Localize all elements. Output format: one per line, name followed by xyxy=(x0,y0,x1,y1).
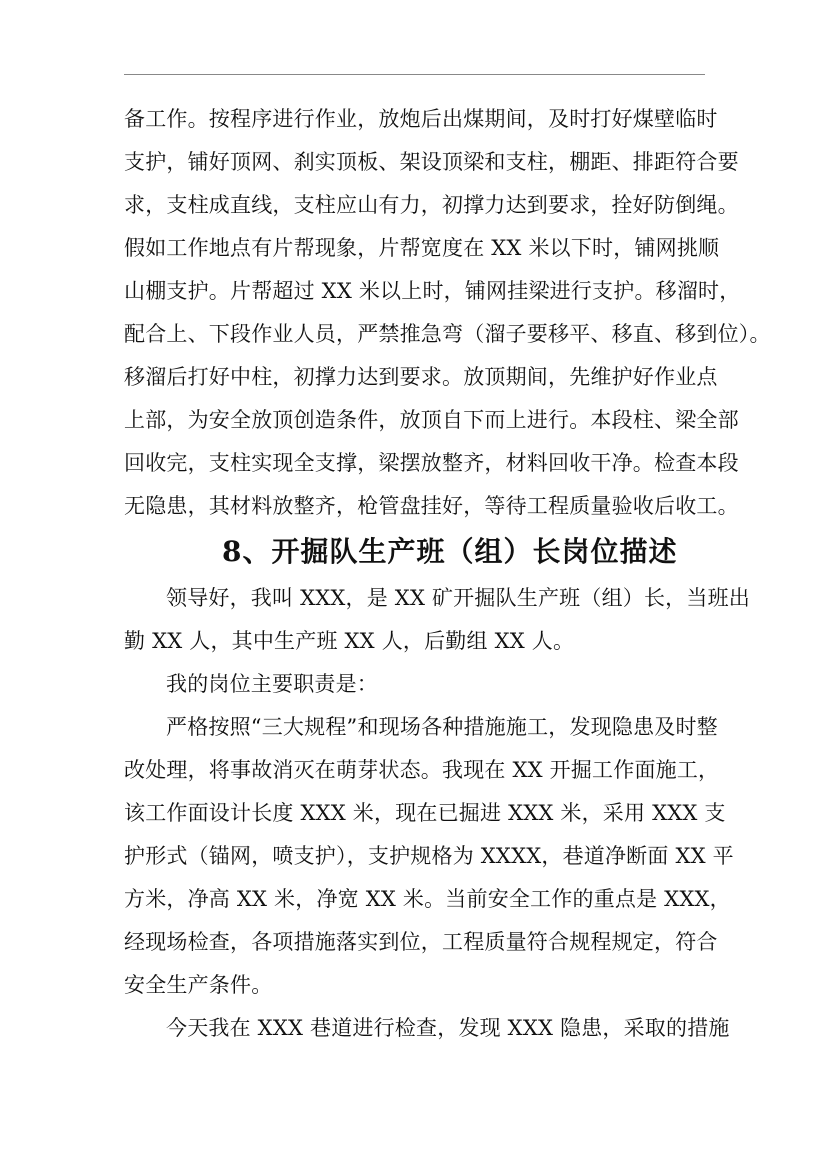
paragraph-line: 支护，铺好顶网、刹实顶板、架设顶梁和支柱，棚距、排距符合要 xyxy=(124,150,739,174)
paragraph-line: 山棚支护。片帮超过 XX 米以上时，铺网挂梁进行支护。移溜时， xyxy=(124,279,741,303)
paragraph-line: 上部，为安全放顶创造条件，放顶自下而上进行。本段柱、梁全部 xyxy=(124,408,739,432)
paragraph-line: 该工作面设计长度 XXX 米，现在已掘进 XXX 米，采用 XXX 支 xyxy=(124,801,726,825)
paragraph-line: 方米，净高 XX 米，净宽 XX 米。当前安全工作的重点是 XXX， xyxy=(124,887,731,911)
paragraph-line: 安全生产条件。 xyxy=(124,973,273,997)
paragraph-line: 严格按照“三大规程”和现场各种措施施工，发现隐患及时整 xyxy=(166,715,718,739)
paragraph-line: 勤 XX 人，其中生产班 XX 人，后勤组 XX 人。 xyxy=(124,629,575,653)
paragraph-line: 无隐患，其材料放整齐，枪管盘挂好，等待工程质量验收后收工。 xyxy=(124,494,739,518)
paragraph-line: 我的岗位主要职责是： xyxy=(166,672,378,696)
paragraph-line: 移溜后打好中柱，初撑力达到要求。放顶期间，先维护好作业点 xyxy=(124,365,718,389)
paragraph-line: 领导好，我叫 XXX，是 XX 矿开掘队生产班（组）长，当班出 xyxy=(166,586,750,610)
header-rule xyxy=(124,74,705,75)
paragraph-line: 护形式（锚网，喷支护），支护规格为 XXXX，巷道净断面 XX 平 xyxy=(124,844,734,868)
paragraph-line: 求，支柱成直线，支柱应山有力，初撑力达到要求，拴好防倒绳。 xyxy=(124,193,739,217)
paragraph-line: 改处理，将事故消灭在萌芽状态。我现在 XX 开掘工作面施工， xyxy=(124,758,720,782)
paragraph-line: 经现场检查，各项措施落实到位，工程质量符合规程规定，符合 xyxy=(124,930,718,954)
paragraph-line: 回收完，支柱实现全支撑，梁摆放整齐，材料回收干净。检查本段 xyxy=(124,451,739,475)
section-heading: 8、开掘队生产班（组）长岗位描述 xyxy=(222,535,678,568)
paragraph-line: 配合上、下段作业人员，严禁推急弯（溜子要移平、移直、移到位）。 xyxy=(124,322,771,346)
paragraph-line: 假如工作地点有片帮现象，片帮宽度在 XX 米以下时，铺网挑顺 xyxy=(124,236,720,260)
paragraph-line: 今天我在 XXX 巷道进行检查，发现 XXX 隐患，采取的措施 xyxy=(166,1016,730,1040)
paragraph-line: 备工作。按程序进行作业，放炮后出煤期间，及时打好煤壁临时 xyxy=(124,107,718,131)
